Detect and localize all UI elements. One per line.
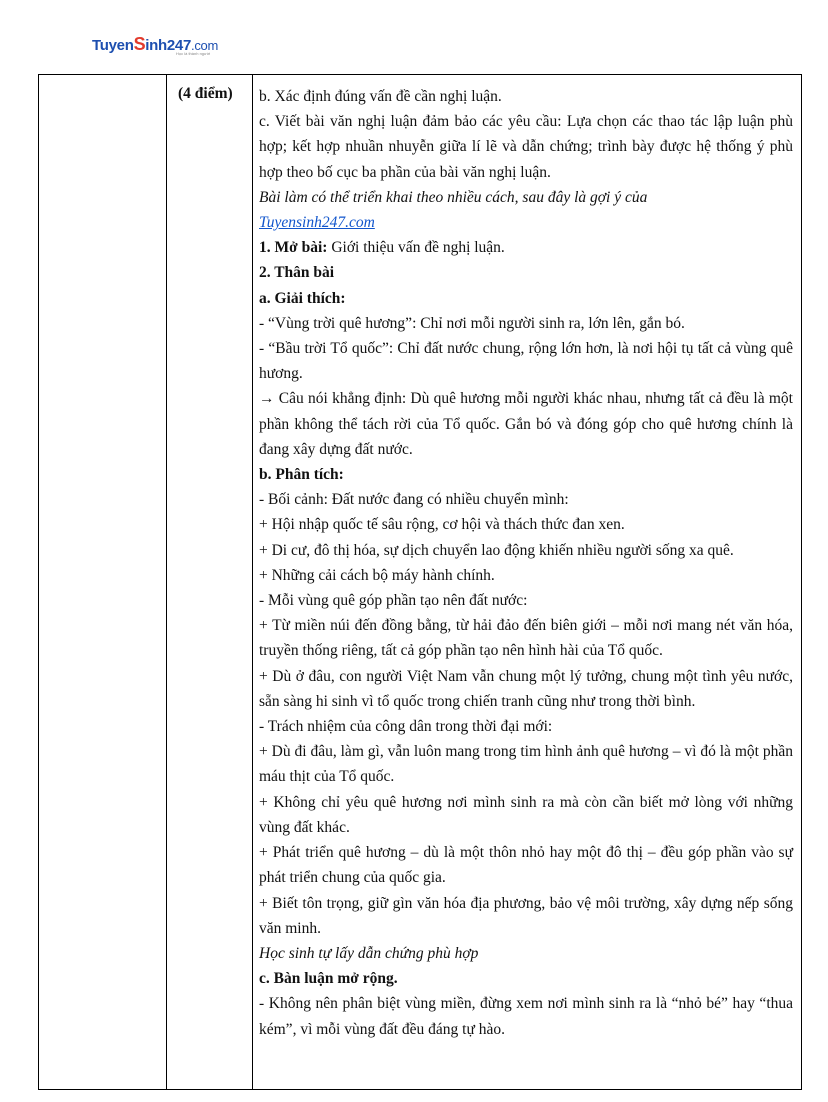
logo-part-4: .com [191, 38, 218, 53]
content-line: + Từ miền núi đến đồng bằng, từ hải đảo đến biên giới – mỗi nơi mang nét văn hóa, truyền thống riêng, tất cả góp phần tạo nên hình hài của Tổ quốc. [259, 617, 793, 660]
question-cell [39, 75, 167, 1090]
content-line: b. Xác định đúng vấn đề cần nghị luận. [259, 88, 502, 105]
content-cell [253, 75, 802, 1090]
content-line: Học sinh tự lấy dẫn chứng phù hợp [259, 944, 479, 962]
points-cell [167, 75, 253, 1090]
content-line: + Những cải cách bộ máy hành chính. [259, 566, 495, 584]
content-line: → Câu nói khẳng định: Dù quê hương mỗi người khác nhau, nhưng tất cả đều là một phần không thể tách rời của Tổ quốc. Gắn bó và đóng góp cho quê hương chính là đang xây dựng đất nước. [259, 390, 793, 458]
logo-part-1: Tuyen [92, 37, 134, 54]
content-line: a. Giải thích: [259, 289, 346, 307]
source-link[interactable]: Tuyensinh247.com [259, 214, 375, 232]
content-line-text: Giới thiệu vấn đề nghị luận. [327, 239, 505, 257]
table-row [39, 75, 802, 1090]
content-line: - Bối cảnh: Đất nước đang có nhiều chuyển mình: [259, 491, 569, 509]
content-line: - Mỗi vùng quê góp phần tạo nên đất nước: [259, 592, 528, 610]
content-line: c. Viết bài văn nghị luận đảm bảo các yêu cầu: Lựa chọn các thao tác lập luận phù hợp; kết hợp nhuần nhuyễn giữa lí lẽ và dẫn chứng; trình bày được hệ thống ý phù hợp theo bố cục ba phần của bài văn nghị luận. [259, 113, 793, 181]
logo-part-2: S [133, 34, 146, 54]
content-line: - Không nên phân biệt vùng miền, đừng xem nơi mình sinh ra là “nhỏ bé” hay “thua kém”, vì mỗi vùng đất đều đáng tự hào. [259, 995, 793, 1038]
content-line: b. Phân tích: [259, 466, 344, 484]
content-line [259, 235, 793, 260]
content-line: + Biết tôn trọng, giữ gìn văn hóa địa phương, bảo vệ môi trường, xây dựng nếp sống văn minh. [259, 894, 793, 937]
answer-content [253, 75, 801, 1042]
content-line: + Dù ở đâu, con người Việt Nam vẫn chung một lý tưởng, chung một tình yêu nước, sẵn sàng hi sinh vì tổ quốc trong chiến tranh cũng như trong thời bình. [259, 667, 793, 710]
content-line: 2. Thân bài [259, 264, 335, 282]
logo-tagline: Học là thành người [176, 51, 211, 56]
content-line: - “Vùng trời quê hương”: Chỉ nơi mỗi người sinh ra, lớn lên, gắn bó. [259, 314, 685, 332]
logo-part-3: inh247 [145, 37, 192, 54]
content-line: + Hội nhập quốc tế sâu rộng, cơ hội và thách thức đan xen. [259, 516, 625, 534]
content-line: c. Bàn luận mở rộng. [259, 970, 398, 988]
content-line: - Trách nhiệm của công dân trong thời đại mới: [259, 718, 553, 736]
points-label: (4 điểm) [178, 85, 233, 102]
site-logo[interactable] [92, 34, 218, 58]
content-line: + Di cư, đô thị hóa, sự dịch chuyển lao động khiến nhiều người sống xa quê. [259, 541, 734, 559]
answer-key-table [38, 74, 802, 1090]
content-line-heading: 1. Mở bài: [259, 239, 328, 257]
content-line [259, 210, 793, 235]
content-line: + Không chỉ yêu quê hương nơi mình sinh ra mà còn cần biết mở lòng với những vùng đất khác. [259, 793, 793, 836]
content-line: Bài làm có thể triển khai theo nhiều cách, sau đây là gợi ý của [259, 188, 648, 206]
content-line: + Phát triển quê hương – dù là một thôn nhỏ hay một đô thị – đều góp phần vào sự phát triển chung của quốc gia. [259, 844, 793, 887]
content-line: + Dù đi đâu, làm gì, vẫn luôn mang trong tim hình ảnh quê hương – vì đó là một phần máu thịt của Tổ quốc. [259, 743, 793, 786]
content-line: - “Bầu trời Tổ quốc”: Chỉ đất nước chung, rộng lớn hơn, là nơi hội tụ tất cả vùng quê hương. [259, 340, 793, 383]
